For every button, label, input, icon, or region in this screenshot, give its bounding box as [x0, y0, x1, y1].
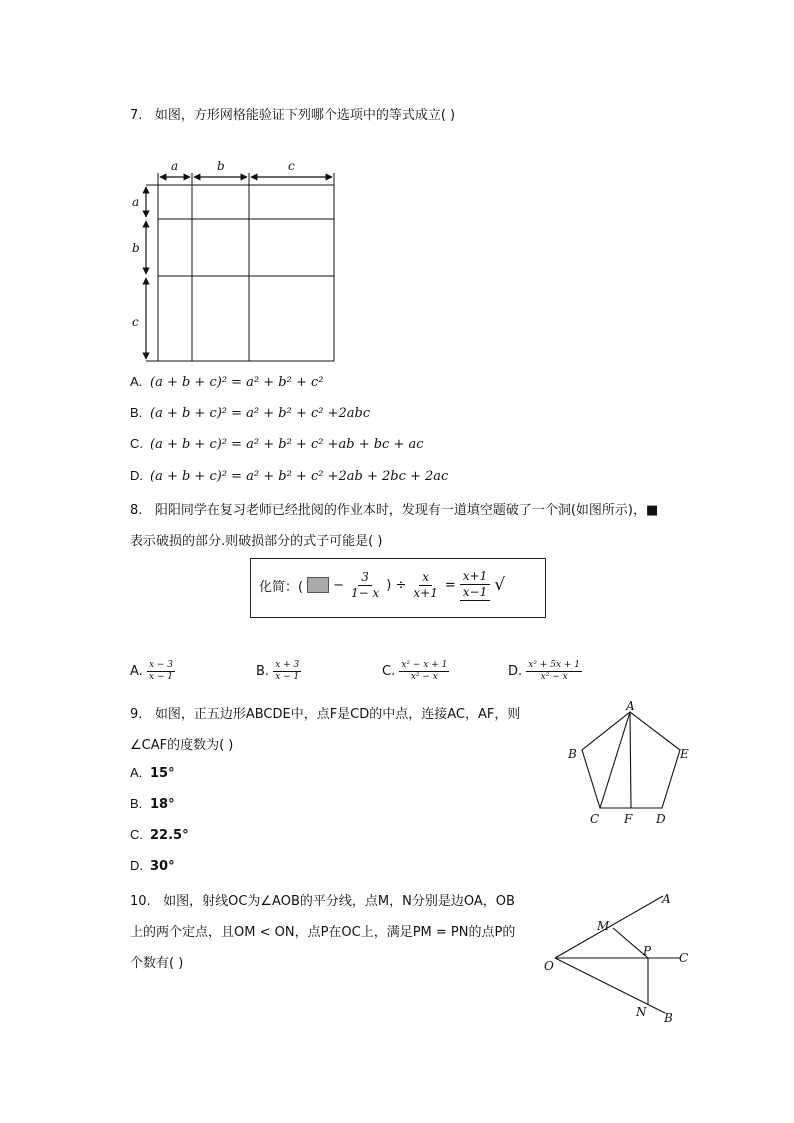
q8-option-d-fraction: $\frac{\text{x² + 5x + 1}}{\text{x² − x}}$ [528, 660, 581, 682]
q8-stem-line1 [130, 499, 658, 518]
q7-option-c-expr: (a + b + c)² = a² + b² + c² +ab + bc + ac [150, 437, 424, 452]
q10-angle-figure [540, 888, 700, 1028]
q8-box-fraction-3: $\frac{x+1}{x-1}$ [460, 569, 490, 601]
q9-label-C: C [590, 812, 600, 826]
q7-top-a-label: a [171, 159, 179, 173]
q7-option-b-expr: (a + b + c)² = a² + b² + c² +2abc [150, 406, 371, 421]
q9-stem-line1 [130, 703, 520, 722]
q8-option-c-fraction: $\frac{\text{x² − x + 1}}{\text{x² − x}}$ [401, 660, 448, 682]
q7-grid-figure [128, 155, 343, 370]
q9-stem-line2: ∠CAF的度数为( ) [130, 738, 234, 753]
q10-label-M: M [597, 919, 610, 933]
checkmark-icon: √ [494, 575, 506, 595]
q8-box-fraction-1: $\frac{3}{1- x}$ [350, 569, 380, 600]
q8-box-minus: − [333, 577, 344, 593]
q9-pentagon-figure [560, 700, 700, 830]
q9-label-D: D [656, 812, 666, 826]
q8-stem-line2: 表示破损的部分.则破损部分的式子可能是( ) [130, 534, 383, 549]
q10-label-A: A [662, 892, 671, 906]
q7-left-b-label: b [132, 241, 140, 255]
q7-option-c[interactable]: C. (a + b + c)² = a² + b² + c² +ab + bc + ac [130, 436, 424, 452]
q9-option-a[interactable]: A. 15° [130, 765, 175, 781]
q8-option-b[interactable]: B. $\frac{x + 3}{x - 1}$ [256, 660, 300, 682]
q7-option-a-expr: (a + b + c)² = a² + b² + c² [150, 375, 324, 390]
q8-option-b-fraction: $\frac{x + 3}{x - 1}$ [275, 660, 300, 682]
q7-option-a[interactable]: A. (a + b + c)² = a² + b² + c² [130, 374, 324, 390]
q7-number: 7. [130, 108, 143, 123]
q8-box-prefix: 化简：( [259, 579, 304, 595]
q7-option-b[interactable]: B. (a + b + c)² = a² + b² + c² +2abc [130, 405, 371, 421]
q10-label-N: N [636, 1005, 647, 1019]
damaged-hole-box [307, 577, 329, 593]
q7-left-a-label: a [132, 195, 140, 209]
q8-box-div: ) ÷ [386, 577, 407, 593]
q9-option-b[interactable]: B. 18° [130, 796, 175, 812]
q9-option-c[interactable]: C. 22.5° [130, 827, 189, 843]
q9-number: 9. [130, 707, 143, 722]
q10-stem-line2: 上的两个定点，且OM < ON，点P在OC上，满足PM = PN的点P的 [130, 925, 516, 940]
q10-label-P: P [643, 944, 652, 958]
q7-option-d-expr: (a + b + c)² = a² + b² + c² +2ab + 2bc + 2ac [150, 469, 449, 484]
q7-left-c-label: c [132, 315, 139, 329]
q7-text: 如图，方形网格能验证下列哪个选项中的等式成立( ) [154, 108, 456, 123]
q10-label-C: C [679, 951, 689, 965]
q9-option-d[interactable]: D. 30° [130, 858, 175, 874]
q10-stem-line3: 个数有( ) [130, 956, 184, 971]
q8-option-a[interactable]: A. $\frac{x - 3}{x - 1}$ [130, 660, 174, 682]
q9-label-B: B [568, 747, 577, 761]
q8-option-a-fraction: $\frac{x - 3}{x - 1}$ [148, 660, 174, 682]
q8-problem-box [250, 558, 546, 618]
q10-text-line1: 如图，射线OC为∠AOB的平分线，点M，N分别是边OA，OB [163, 894, 515, 909]
q9-text-line1: 如图，正五边形ABCDE中，点F是CD的中点，连接AC，AF，则 [154, 707, 521, 722]
q9-label-E: E [680, 747, 689, 761]
q7-option-d[interactable]: D. (a + b + c)² = a² + b² + c² +2ab + 2bc + 2ac [130, 468, 449, 484]
q8-text-line1: 阳阳同学在复习老师已经批阅的作业本时，发现有一道填空题破了一个洞(如图所示)，■ [154, 503, 659, 518]
q8-box-fraction-2: $\frac{x}{x+1}$ [413, 569, 438, 600]
q8-box-equals: = [444, 577, 456, 593]
q8-option-c[interactable]: C. $\frac{\text{x² − x + 1}}{\text{x² − x}}$ [382, 660, 448, 682]
q10-label-O: O [544, 959, 554, 973]
q7-top-b-label: b [217, 159, 225, 173]
q9-label-F: F [624, 812, 633, 826]
q7-stem [130, 104, 455, 123]
q10-number: 10. [130, 894, 151, 909]
q8-option-d[interactable]: D. $\frac{\text{x² + 5x + 1}}{\text{x² − x}}$ [508, 660, 581, 682]
q8-number: 8. [130, 503, 143, 518]
q10-label-B: B [664, 1011, 673, 1025]
q7-top-c-label: c [288, 159, 295, 173]
q9-label-A: A [626, 700, 635, 713]
q10-stem-line1 [130, 890, 515, 909]
